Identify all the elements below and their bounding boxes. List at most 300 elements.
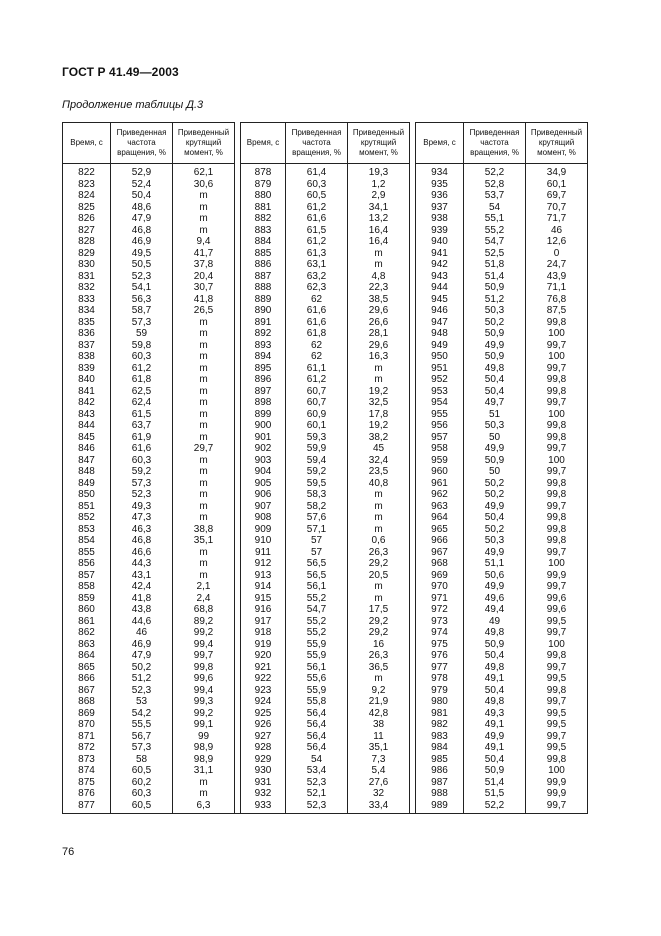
cell-time: 822: [63, 164, 111, 179]
cell-time: 988: [416, 788, 464, 800]
cell-speed: 50,4: [111, 190, 173, 202]
cell-time: 860: [63, 604, 111, 616]
cell-speed: 59,2: [111, 466, 173, 478]
cell-speed: 60,1: [286, 420, 348, 432]
cell-speed: 55,6: [286, 673, 348, 685]
cell-speed: 57: [286, 547, 348, 559]
cell-time: 945: [416, 294, 464, 306]
cell-torque: 21,9: [348, 696, 410, 708]
cell-speed: 46: [111, 627, 173, 639]
cell-speed: 59,9: [286, 443, 348, 455]
cell-torque: 99,2: [173, 627, 235, 639]
table-row: [63, 754, 588, 766]
cell-time: 976: [416, 650, 464, 662]
cell-torque: m: [173, 386, 235, 398]
cell-torque: m: [348, 581, 410, 593]
table-row: [63, 708, 588, 720]
cell-speed: 52,4: [111, 179, 173, 191]
cell-time: 857: [63, 570, 111, 582]
cell-speed: 50,4: [464, 512, 526, 524]
cell-speed: 54,2: [111, 708, 173, 720]
cell-time: 844: [63, 420, 111, 432]
cell-time: 864: [63, 650, 111, 662]
cell-torque: m: [173, 420, 235, 432]
cell-torque: 29,6: [348, 340, 410, 352]
cell-torque: 6,3: [173, 800, 235, 814]
cell-time: 901: [241, 432, 286, 444]
table-row: [63, 466, 588, 478]
cell-speed: 43,1: [111, 570, 173, 582]
cell-time: 910: [241, 535, 286, 547]
cell-torque: m: [173, 466, 235, 478]
cell-torque: 2,9: [348, 190, 410, 202]
cell-speed: 57,3: [111, 742, 173, 754]
table-row: [63, 501, 588, 513]
cell-torque: m: [173, 397, 235, 409]
cell-speed: 52,5: [464, 248, 526, 260]
cell-torque: m: [173, 351, 235, 363]
cell-speed: 49,1: [464, 742, 526, 754]
cell-torque: 99,7: [526, 547, 588, 559]
cell-speed: 55,2: [286, 616, 348, 628]
cell-speed: 56,4: [286, 731, 348, 743]
cell-speed: 61,2: [286, 236, 348, 248]
cell-time: 853: [63, 524, 111, 536]
table-row: [63, 305, 588, 317]
cell-speed: 50,9: [464, 351, 526, 363]
cell-torque: 0: [526, 248, 588, 260]
cell-speed: 50,2: [464, 478, 526, 490]
cell-torque: 31,1: [173, 765, 235, 777]
cell-time: 902: [241, 443, 286, 455]
cell-torque: m: [173, 432, 235, 444]
cell-time: 981: [416, 708, 464, 720]
cell-time: 948: [416, 328, 464, 340]
table-row: [63, 719, 588, 731]
cell-speed: 55,2: [286, 593, 348, 605]
cell-torque: 26,5: [173, 305, 235, 317]
cell-speed: 63,7: [111, 420, 173, 432]
cell-time: 835: [63, 317, 111, 329]
cell-torque: m: [348, 512, 410, 524]
cell-speed: 61,8: [111, 374, 173, 386]
cell-time: 880: [241, 190, 286, 202]
cell-torque: 99,7: [526, 501, 588, 513]
cell-time: 831: [63, 271, 111, 283]
table-row: [63, 190, 588, 202]
cell-torque: 71,7: [526, 213, 588, 225]
cell-time: 907: [241, 501, 286, 513]
cell-time: 892: [241, 328, 286, 340]
cell-speed: 56,1: [286, 662, 348, 674]
cell-torque: 99,7: [526, 627, 588, 639]
cell-time: 837: [63, 340, 111, 352]
cell-speed: 49,9: [464, 731, 526, 743]
cell-speed: 61,6: [286, 305, 348, 317]
cell-time: 887: [241, 271, 286, 283]
cell-torque: 27,6: [348, 777, 410, 789]
table-row: [63, 800, 588, 814]
cell-torque: m: [173, 547, 235, 559]
cell-speed: 61,5: [111, 409, 173, 421]
cell-torque: m: [173, 317, 235, 329]
table-row: [63, 558, 588, 570]
cell-time: 942: [416, 259, 464, 271]
table-row: [63, 512, 588, 524]
cell-torque: 37,8: [173, 259, 235, 271]
cell-torque: 99,8: [526, 650, 588, 662]
cell-speed: 57: [286, 535, 348, 547]
cell-speed: 56,4: [286, 708, 348, 720]
cell-torque: m: [173, 340, 235, 352]
cell-torque: 99,7: [526, 397, 588, 409]
cell-speed: 61,6: [111, 443, 173, 455]
table-row: [63, 225, 588, 237]
cell-time: 845: [63, 432, 111, 444]
cell-torque: 70,7: [526, 202, 588, 214]
cell-time: 946: [416, 305, 464, 317]
cell-torque: 99,8: [526, 478, 588, 490]
cell-time: 929: [241, 754, 286, 766]
cell-speed: 60,3: [111, 788, 173, 800]
cell-time: 906: [241, 489, 286, 501]
cell-torque: m: [348, 593, 410, 605]
cell-speed: 49,8: [464, 696, 526, 708]
cell-torque: 26,6: [348, 317, 410, 329]
cell-torque: 13,2: [348, 213, 410, 225]
cell-time: 965: [416, 524, 464, 536]
cell-time: 900: [241, 420, 286, 432]
cell-time: 893: [241, 340, 286, 352]
cell-speed: 50,4: [464, 685, 526, 697]
cell-time: 934: [416, 164, 464, 179]
cell-torque: m: [173, 374, 235, 386]
cell-speed: 61,3: [286, 248, 348, 260]
cell-speed: 57,1: [286, 524, 348, 536]
cell-torque: 99,2: [173, 708, 235, 720]
cell-speed: 54,7: [464, 236, 526, 248]
cell-time: 863: [63, 639, 111, 651]
cell-time: 861: [63, 616, 111, 628]
table-row: [63, 294, 588, 306]
cell-time: 875: [63, 777, 111, 789]
cell-speed: 50,3: [464, 305, 526, 317]
cell-speed: 46,8: [111, 535, 173, 547]
cell-torque: 42,8: [348, 708, 410, 720]
cell-torque: 99,7: [526, 800, 588, 814]
cell-speed: 60,5: [286, 190, 348, 202]
cell-torque: 99,8: [526, 685, 588, 697]
cell-speed: 59,3: [286, 432, 348, 444]
cell-torque: 99,7: [173, 650, 235, 662]
cell-time: 982: [416, 719, 464, 731]
cell-speed: 50,4: [464, 374, 526, 386]
cell-torque: 19,2: [348, 420, 410, 432]
cell-torque: 99,6: [526, 593, 588, 605]
cell-time: 964: [416, 512, 464, 524]
table-row: [63, 581, 588, 593]
cell-time: 840: [63, 374, 111, 386]
cell-torque: 19,2: [348, 386, 410, 398]
cell-speed: 49,7: [464, 397, 526, 409]
cell-time: 950: [416, 351, 464, 363]
cell-time: 917: [241, 616, 286, 628]
cell-speed: 59,2: [286, 466, 348, 478]
cell-speed: 50: [464, 466, 526, 478]
cell-time: 886: [241, 259, 286, 271]
cell-speed: 42,4: [111, 581, 173, 593]
cell-time: 941: [416, 248, 464, 260]
header-torque: Приведенный крутящий момент, %: [348, 123, 410, 164]
cell-time: 927: [241, 731, 286, 743]
cell-time: 974: [416, 627, 464, 639]
cell-torque: m: [173, 190, 235, 202]
table-row: [63, 570, 588, 582]
cell-torque: 100: [526, 558, 588, 570]
cell-time: 826: [63, 213, 111, 225]
cell-torque: m: [173, 478, 235, 490]
table-row: [63, 164, 588, 179]
cell-time: 851: [63, 501, 111, 513]
table-row: [63, 374, 588, 386]
cell-speed: 49,5: [111, 248, 173, 260]
cell-torque: 76,8: [526, 294, 588, 306]
cell-time: 871: [63, 731, 111, 743]
cell-speed: 53,4: [286, 765, 348, 777]
cell-time: 903: [241, 455, 286, 467]
cell-time: 966: [416, 535, 464, 547]
table-row: [63, 524, 588, 536]
cell-torque: 16,4: [348, 236, 410, 248]
cell-speed: 61,6: [286, 317, 348, 329]
cell-torque: 29,2: [348, 627, 410, 639]
cell-torque: 99,7: [526, 696, 588, 708]
cell-time: 957: [416, 432, 464, 444]
cell-time: 847: [63, 455, 111, 467]
cell-torque: 12,6: [526, 236, 588, 248]
cell-torque: 38,8: [173, 524, 235, 536]
cell-speed: 52,1: [286, 788, 348, 800]
cell-speed: 62,3: [286, 282, 348, 294]
cell-time: 938: [416, 213, 464, 225]
cell-speed: 50,4: [464, 650, 526, 662]
cell-torque: m: [348, 673, 410, 685]
cell-speed: 54: [286, 754, 348, 766]
cell-time: 935: [416, 179, 464, 191]
cell-torque: m: [348, 374, 410, 386]
cell-torque: m: [173, 213, 235, 225]
cell-speed: 58,7: [111, 305, 173, 317]
cell-time: 972: [416, 604, 464, 616]
cell-time: 895: [241, 363, 286, 375]
cell-speed: 56,5: [286, 570, 348, 582]
table-row: [63, 455, 588, 467]
cell-time: 841: [63, 386, 111, 398]
table-row: [63, 259, 588, 271]
cell-speed: 49,9: [464, 340, 526, 352]
table-row: [63, 213, 588, 225]
cell-time: 930: [241, 765, 286, 777]
cell-torque: m: [173, 225, 235, 237]
cell-speed: 50,9: [464, 639, 526, 651]
cell-time: 955: [416, 409, 464, 421]
document-title: ГОСТ Р 41.49—2003: [62, 65, 179, 79]
cell-torque: 32: [348, 788, 410, 800]
cell-time: 855: [63, 547, 111, 559]
cell-speed: 58,2: [286, 501, 348, 513]
cell-time: 849: [63, 478, 111, 490]
cell-time: 824: [63, 190, 111, 202]
cell-speed: 50,2: [464, 317, 526, 329]
cell-speed: 62: [286, 340, 348, 352]
cell-torque: 36,5: [348, 662, 410, 674]
cell-torque: 20,5: [348, 570, 410, 582]
cell-speed: 52,2: [464, 800, 526, 814]
cell-speed: 60,7: [286, 386, 348, 398]
cell-time: 850: [63, 489, 111, 501]
cell-torque: m: [173, 512, 235, 524]
cell-time: 977: [416, 662, 464, 674]
cell-torque: 38,5: [348, 294, 410, 306]
cell-speed: 50,9: [464, 282, 526, 294]
cell-time: 843: [63, 409, 111, 421]
table-row: [63, 535, 588, 547]
cell-time: 894: [241, 351, 286, 363]
cell-time: 896: [241, 374, 286, 386]
cell-time: 953: [416, 386, 464, 398]
cell-time: 975: [416, 639, 464, 651]
cell-speed: 63,1: [286, 259, 348, 271]
cell-torque: 99,8: [526, 432, 588, 444]
cell-time: 866: [63, 673, 111, 685]
cell-time: 889: [241, 294, 286, 306]
cell-time: 931: [241, 777, 286, 789]
cell-torque: m: [173, 409, 235, 421]
cell-speed: 54,1: [111, 282, 173, 294]
cell-time: 924: [241, 696, 286, 708]
cell-speed: 55,9: [286, 639, 348, 651]
cell-torque: 26,3: [348, 650, 410, 662]
table-row: [63, 236, 588, 248]
cell-torque: 32,4: [348, 455, 410, 467]
cell-torque: 99,8: [526, 317, 588, 329]
table-row: [63, 420, 588, 432]
cell-speed: 50,2: [464, 489, 526, 501]
cell-speed: 61,5: [286, 225, 348, 237]
cell-torque: 24,7: [526, 259, 588, 271]
cell-time: 912: [241, 558, 286, 570]
page-number: 76: [62, 846, 75, 858]
cell-speed: 46,3: [111, 524, 173, 536]
cell-time: 888: [241, 282, 286, 294]
cell-time: 883: [241, 225, 286, 237]
cell-time: 834: [63, 305, 111, 317]
table-row: [63, 409, 588, 421]
cell-torque: 60,1: [526, 179, 588, 191]
table-row: [63, 788, 588, 800]
cell-time: 913: [241, 570, 286, 582]
cell-torque: 99,7: [526, 443, 588, 455]
cell-torque: 26,3: [348, 547, 410, 559]
cell-time: 963: [416, 501, 464, 513]
cell-torque: 34,1: [348, 202, 410, 214]
cell-speed: 50,2: [464, 524, 526, 536]
cell-time: 939: [416, 225, 464, 237]
cell-time: 952: [416, 374, 464, 386]
table-row: [63, 777, 588, 789]
cell-speed: 61,1: [286, 363, 348, 375]
cell-speed: 44,3: [111, 558, 173, 570]
table-row: [63, 627, 588, 639]
cell-torque: 99,9: [526, 788, 588, 800]
cell-torque: 99,9: [526, 570, 588, 582]
cell-speed: 46,9: [111, 639, 173, 651]
cell-torque: 99,1: [173, 719, 235, 731]
cell-speed: 56,7: [111, 731, 173, 743]
cell-speed: 50,2: [111, 662, 173, 674]
cell-time: 876: [63, 788, 111, 800]
cell-speed: 60,3: [286, 179, 348, 191]
cell-torque: m: [173, 501, 235, 513]
header-speed: Приведенная частота вращения, %: [286, 123, 348, 164]
cell-torque: 99,7: [526, 363, 588, 375]
table-row: [63, 386, 588, 398]
cell-speed: 57,3: [111, 317, 173, 329]
cell-speed: 56,3: [111, 294, 173, 306]
cell-speed: 52,9: [111, 164, 173, 179]
cell-torque: 98,9: [173, 754, 235, 766]
cell-speed: 59: [111, 328, 173, 340]
cell-speed: 51,5: [464, 788, 526, 800]
cell-time: 827: [63, 225, 111, 237]
cell-torque: 99,7: [526, 340, 588, 352]
cell-time: 918: [241, 627, 286, 639]
cell-torque: 11: [348, 731, 410, 743]
cell-time: 909: [241, 524, 286, 536]
cell-time: 868: [63, 696, 111, 708]
cell-time: 884: [241, 236, 286, 248]
cell-time: 984: [416, 742, 464, 754]
cell-time: 897: [241, 386, 286, 398]
cell-speed: 50,3: [464, 420, 526, 432]
cell-speed: 51,2: [111, 673, 173, 685]
cell-time: 958: [416, 443, 464, 455]
cell-speed: 60,7: [286, 397, 348, 409]
table-row: [63, 397, 588, 409]
table-row: [63, 282, 588, 294]
table-row: [63, 271, 588, 283]
cell-speed: 47,9: [111, 213, 173, 225]
cell-torque: 99,5: [526, 616, 588, 628]
cell-torque: 89,2: [173, 616, 235, 628]
cell-time: 825: [63, 202, 111, 214]
cell-torque: 99,8: [526, 386, 588, 398]
cell-speed: 49,8: [464, 627, 526, 639]
cell-speed: 60,2: [111, 777, 173, 789]
cell-torque: 99,8: [526, 489, 588, 501]
cell-torque: 40,8: [348, 478, 410, 490]
cell-torque: 7,3: [348, 754, 410, 766]
cell-time: 858: [63, 581, 111, 593]
cell-speed: 55,2: [464, 225, 526, 237]
cell-time: 905: [241, 478, 286, 490]
cell-time: 833: [63, 294, 111, 306]
cell-speed: 52,3: [111, 489, 173, 501]
cell-torque: 99,8: [526, 420, 588, 432]
cell-torque: 4,8: [348, 271, 410, 283]
cell-torque: 99: [173, 731, 235, 743]
cell-torque: 99,9: [526, 777, 588, 789]
